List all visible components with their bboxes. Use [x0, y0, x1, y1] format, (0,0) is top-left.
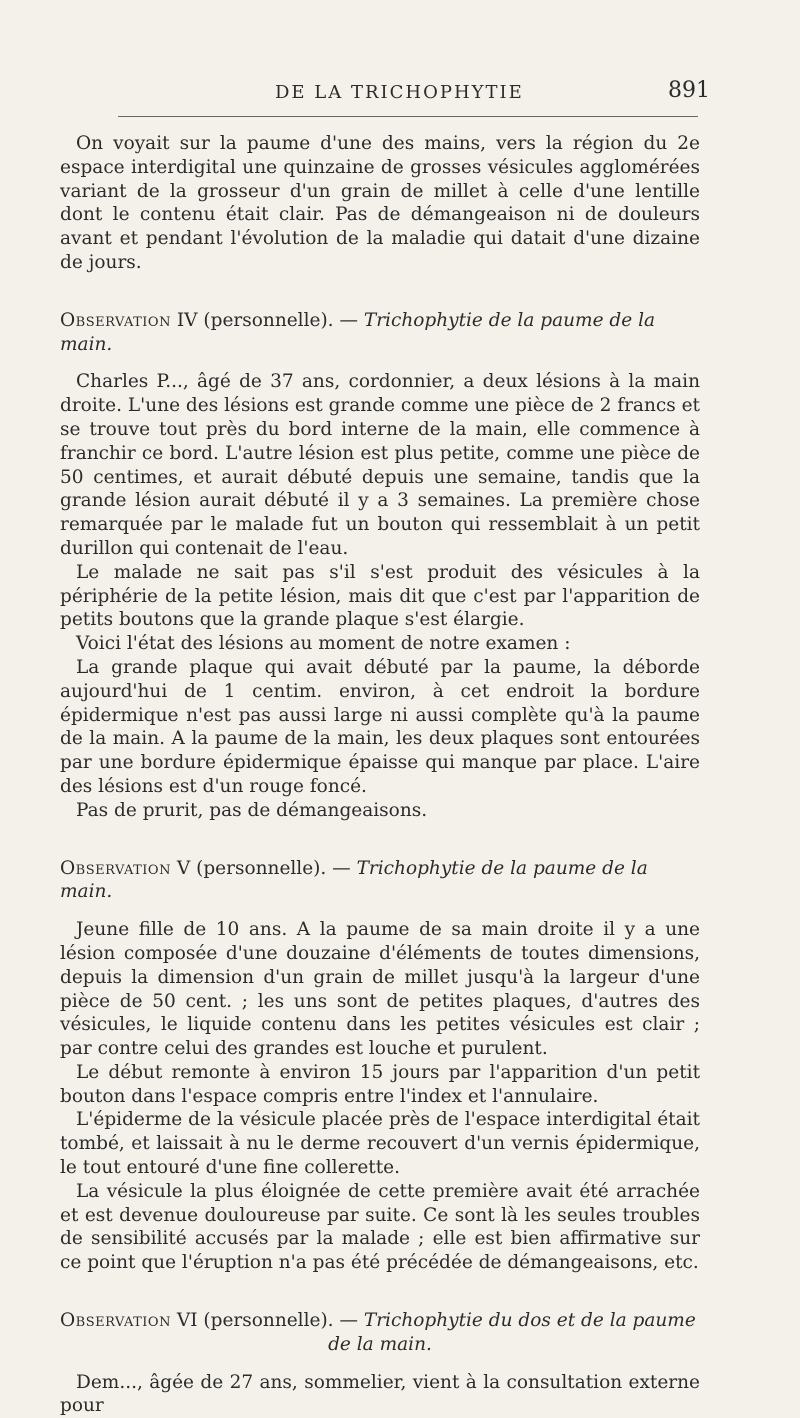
paragraph: On voyait sur la paume d'une des mains, vers la région du 2e espace interdigital une quinzaine de grosses vésicules agglomérées variant de la grosseur d'un grain de millet à celle d'une lentille dont le contenu était clair. Pas de démangeaison ni de douleurs avant et pendant l'évolution de la maladie qui datait d'une dizaine de jours. — [60, 133, 700, 273]
observation-qualifier: (personnelle). — [203, 309, 334, 331]
paragraph: Dem..., âgée de 27 ans, sommelier, vient à la consultation externe pour — [60, 1371, 700, 1417]
paragraph: L'épiderme de la vésicule placée près de l'espace interdigital était tombé, et laissait à nu le derme recouvert d'un vernis épidermique, le tout entouré d'une fine collerette. — [60, 1109, 700, 1179]
observation-heading — [60, 1309, 700, 1333]
observation-title-continuation — [60, 1333, 700, 1357]
observation-qualifier: (personnelle). — [203, 1310, 334, 1332]
paragraph: La grande plaque qui avait débuté par la paume, la déborde aujourd'hui de 1 centim. environ, à cet endroit la bordure épidermique n'est pas aussi large ni aussi complète qu'à la paume de la main. A la paume de la main, les deux plaques sont entourées par une bordure épidermique épaisse qui manque par place. L'aire des lésions est d'un rouge foncé. — [60, 656, 700, 797]
paragraph: La vésicule la plus éloignée de cette première avait été arrachée et est devenue douloureuse par suite. Ce sont là les seules troubles de sensibilité accusés par la malade ; elle est bien affirmative sur ce point que l'éruption n'a pas été précédée de démangeaisons, etc. — [60, 1180, 700, 1274]
paragraph: Le début remonte à environ 15 jours par l'apparition d'un petit bouton dans l'espace compris entre l'index et l'annulaire. — [60, 1061, 700, 1107]
observation-label: Observation — [60, 309, 171, 331]
running-title: DE LA TRICHOPHYTIE — [275, 82, 524, 103]
observation-label: Observation — [60, 1310, 171, 1332]
paragraph: Pas de prurit, pas de démangeaisons. — [76, 799, 428, 821]
observation-title: Trichophytie du dos et de la paume — [363, 1310, 696, 1332]
observation-number: V — [176, 857, 191, 879]
observation-number: VI — [176, 1310, 198, 1332]
observation-qualifier: (personnelle). — [196, 857, 327, 879]
observation-dash: — — [339, 1310, 358, 1332]
observation-title: Trichophytie de la paume de la main. — [60, 857, 648, 903]
page-header — [0, 76, 800, 116]
observation-dash: — — [339, 309, 358, 331]
observation-dash: — — [332, 857, 351, 879]
page-number: 891 — [668, 78, 710, 103]
header-rule — [118, 116, 698, 117]
observation-heading — [60, 309, 700, 357]
page-body — [60, 132, 700, 1418]
observation-title-line2: de la main. — [328, 1333, 432, 1355]
observation-label: Observation — [60, 857, 171, 879]
paragraph: Voici l'état des lésions au moment de notre examen : — [76, 633, 571, 655]
paragraph: Le malade ne sait pas s'il s'est produit des vésicules à la périphérie de la petite lésion, mais dit que c'est par l'apparition de petits boutons que la grande plaque s'est élargie. — [60, 561, 700, 631]
observation-title: Trichophytie de la paume de la main. — [60, 309, 656, 355]
observation-heading — [60, 857, 700, 905]
paragraph: Jeune fille de 10 ans. A la paume de sa main droite il y a une lésion composée d'une douzaine d'éléments de toutes dimensions, depuis la dimension d'un grain de millet jusqu'à la largeur d'une pièce de 50 cent. ; les uns sont de petites plaques, d'autres des vésicules, le liquide contenu dans les petites vésicules est clair ; par contre celui des grandes est louche et purulent. — [60, 919, 700, 1060]
observation-number: IV — [176, 309, 198, 331]
paragraph: Charles P..., âgé de 37 ans, cordonnier, a deux lésions à la main droite. L'une des lésions est grande comme une pièce de 2 francs et se trouve tout près du bord interne de la main, elle commence à franchir ce bord. L'autre lésion est plus petite, comme une pièce de 50 centimes, et aurait débuté depuis une semaine, tandis que la grande lésion aurait débuté il y a 3 semaines. La première chose remarquée par le malade fut un bouton qui ressemblait à un petit durillon qui contenait de l'eau. — [60, 371, 700, 559]
